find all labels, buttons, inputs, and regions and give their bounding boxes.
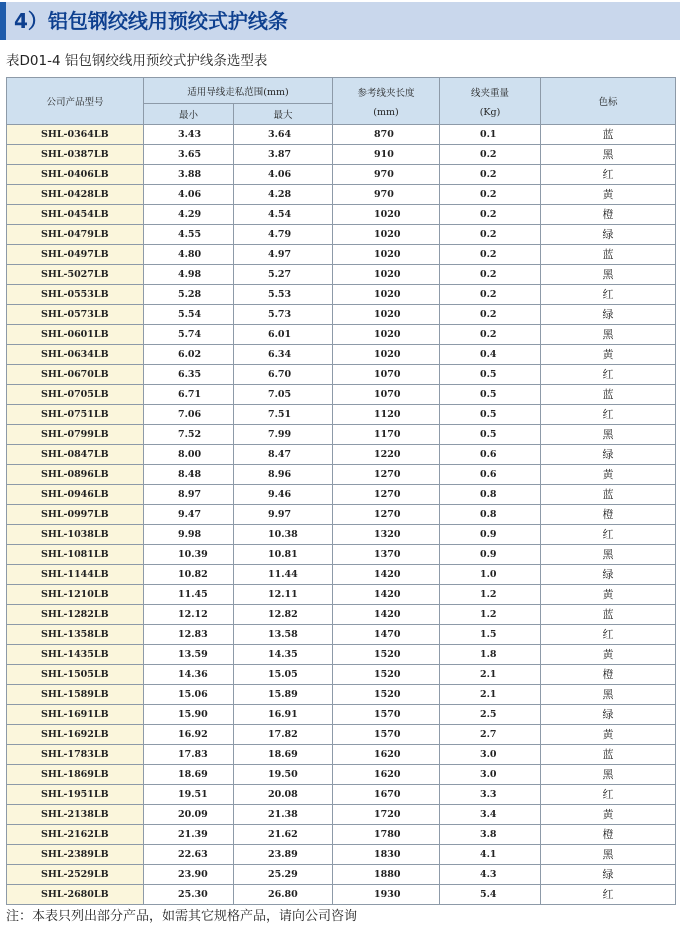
cell-length: 1020 (333, 285, 440, 305)
cell-min: 11.45 (144, 585, 234, 605)
cell-model: SHL-0847LB (7, 445, 144, 465)
header-length-unit: (mm) (373, 106, 399, 118)
cell-model: SHL-0454LB (7, 205, 144, 225)
cell-color: 黄 (541, 185, 676, 205)
cell-color: 橙 (541, 505, 676, 525)
table-row (7, 145, 676, 165)
cell-min: 16.92 (144, 725, 234, 745)
table-row (7, 525, 676, 545)
cell-weight: 0.2 (440, 245, 541, 265)
table-row (7, 545, 676, 565)
cell-length: 1070 (333, 385, 440, 405)
cell-model: SHL-1589LB (7, 685, 144, 705)
cell-max: 3.64 (234, 125, 333, 145)
cell-model: SHL-0751LB (7, 405, 144, 425)
cell-color: 绿 (541, 705, 676, 725)
cell-max: 6.34 (234, 345, 333, 365)
header-weight-unit: (Kg) (479, 106, 501, 118)
cell-min: 22.63 (144, 845, 234, 865)
cell-color: 红 (541, 405, 676, 425)
cell-color: 绿 (541, 565, 676, 585)
header-weight (440, 78, 541, 125)
header-length-label: 参考线夹长度 (357, 87, 415, 99)
cell-max: 7.51 (234, 405, 333, 425)
cell-color: 黄 (541, 645, 676, 665)
table-row (7, 725, 676, 745)
header-length (333, 78, 440, 125)
cell-weight: 0.2 (440, 305, 541, 325)
cell-min: 19.51 (144, 785, 234, 805)
cell-weight: 0.5 (440, 405, 541, 425)
cell-model: SHL-1951LB (7, 785, 144, 805)
cell-min: 3.65 (144, 145, 234, 165)
cell-model: SHL-2680LB (7, 885, 144, 905)
cell-length: 1170 (333, 425, 440, 445)
cell-max: 20.08 (234, 785, 333, 805)
cell-length: 1020 (333, 265, 440, 285)
cell-color: 红 (541, 885, 676, 905)
cell-color: 黑 (541, 325, 676, 345)
cell-length: 1020 (333, 345, 440, 365)
cell-max: 13.58 (234, 625, 333, 645)
cell-length: 1020 (333, 325, 440, 345)
table-caption: 表D01-4 铝包钢绞线用预绞式护线条选型表 (6, 53, 268, 69)
cell-weight: 3.0 (440, 745, 541, 765)
table-row (7, 885, 676, 905)
cell-weight: 0.2 (440, 205, 541, 225)
header-model: 公司产品型号 (7, 78, 144, 125)
cell-length: 1120 (333, 405, 440, 425)
table-row (7, 665, 676, 685)
table-row (7, 245, 676, 265)
cell-max: 3.87 (234, 145, 333, 165)
cell-length: 1070 (333, 365, 440, 385)
table-row (7, 705, 676, 725)
header-weight-label: 线夹重量 (470, 87, 509, 99)
cell-min: 12.83 (144, 625, 234, 645)
cell-max: 15.89 (234, 685, 333, 705)
cell-max: 9.46 (234, 485, 333, 505)
cell-max: 6.01 (234, 325, 333, 345)
cell-weight: 0.9 (440, 545, 541, 565)
cell-color: 蓝 (541, 125, 676, 145)
cell-color: 蓝 (541, 605, 676, 625)
cell-weight: 3.8 (440, 825, 541, 845)
cell-weight: 0.2 (440, 185, 541, 205)
cell-weight: 4.1 (440, 845, 541, 865)
cell-model: SHL-1691LB (7, 705, 144, 725)
cell-model: SHL-1435LB (7, 645, 144, 665)
cell-model: SHL-5027LB (7, 265, 144, 285)
cell-weight: 1.5 (440, 625, 541, 645)
cell-min: 5.54 (144, 305, 234, 325)
cell-min: 13.59 (144, 645, 234, 665)
cell-max: 18.69 (234, 745, 333, 765)
section-header (0, 2, 680, 40)
table-row (7, 505, 676, 525)
cell-length: 1020 (333, 225, 440, 245)
cell-min: 8.00 (144, 445, 234, 465)
cell-color: 黄 (541, 585, 676, 605)
cell-weight: 4.3 (440, 865, 541, 885)
cell-weight: 2.1 (440, 685, 541, 705)
cell-model: SHL-1081LB (7, 545, 144, 565)
cell-model: SHL-1210LB (7, 585, 144, 605)
table-row (7, 605, 676, 625)
cell-min: 4.55 (144, 225, 234, 245)
cell-min: 15.90 (144, 705, 234, 725)
cell-min: 15.06 (144, 685, 234, 705)
table-row (7, 125, 676, 145)
cell-min: 3.43 (144, 125, 234, 145)
cell-weight: 0.8 (440, 485, 541, 505)
cell-color: 橙 (541, 825, 676, 845)
cell-color: 红 (541, 625, 676, 645)
cell-min: 6.02 (144, 345, 234, 365)
table-body (7, 125, 676, 905)
cell-min: 3.88 (144, 165, 234, 185)
cell-model: SHL-0387LB (7, 145, 144, 165)
cell-max: 7.05 (234, 385, 333, 405)
cell-min: 14.36 (144, 665, 234, 685)
cell-length: 1420 (333, 605, 440, 625)
table-row (7, 685, 676, 705)
table-row (7, 485, 676, 505)
cell-model: SHL-0553LB (7, 285, 144, 305)
cell-max: 7.99 (234, 425, 333, 445)
table-row (7, 165, 676, 185)
cell-max: 12.82 (234, 605, 333, 625)
cell-min: 7.06 (144, 405, 234, 425)
cell-length: 1930 (333, 885, 440, 905)
cell-length: 1420 (333, 565, 440, 585)
cell-model: SHL-0364LB (7, 125, 144, 145)
cell-max: 5.27 (234, 265, 333, 285)
cell-length: 1720 (333, 805, 440, 825)
cell-color: 绿 (541, 445, 676, 465)
table-row (7, 805, 676, 825)
cell-weight: 0.2 (440, 265, 541, 285)
cell-color: 黑 (541, 145, 676, 165)
cell-max: 25.29 (234, 865, 333, 885)
cell-length: 1670 (333, 785, 440, 805)
cell-max: 5.53 (234, 285, 333, 305)
cell-model: SHL-0705LB (7, 385, 144, 405)
cell-min: 4.29 (144, 205, 234, 225)
cell-weight: 3.3 (440, 785, 541, 805)
cell-max: 4.54 (234, 205, 333, 225)
cell-max: 12.11 (234, 585, 333, 605)
cell-color: 绿 (541, 225, 676, 245)
cell-min: 4.06 (144, 185, 234, 205)
cell-length: 1620 (333, 745, 440, 765)
cell-min: 12.12 (144, 605, 234, 625)
cell-min: 6.35 (144, 365, 234, 385)
table-row (7, 385, 676, 405)
cell-weight: 3.0 (440, 765, 541, 785)
cell-max: 19.50 (234, 765, 333, 785)
cell-model: SHL-2162LB (7, 825, 144, 845)
cell-max: 4.06 (234, 165, 333, 185)
table-row (7, 465, 676, 485)
table-row (7, 405, 676, 425)
table-row (7, 825, 676, 845)
cell-min: 21.39 (144, 825, 234, 845)
cell-model: SHL-0497LB (7, 245, 144, 265)
cell-model: SHL-0479LB (7, 225, 144, 245)
cell-color: 黑 (541, 545, 676, 565)
cell-max: 15.05 (234, 665, 333, 685)
cell-length: 970 (333, 185, 440, 205)
cell-color: 红 (541, 165, 676, 185)
table-row (7, 305, 676, 325)
cell-model: SHL-2138LB (7, 805, 144, 825)
header-min: 最小 (144, 104, 234, 125)
table-row (7, 225, 676, 245)
cell-length: 1570 (333, 725, 440, 745)
cell-length: 1780 (333, 825, 440, 845)
cell-color: 黑 (541, 265, 676, 285)
cell-min: 25.30 (144, 885, 234, 905)
cell-length: 1270 (333, 505, 440, 525)
section-title: 4）铝包钢绞线用预绞式护线条 (14, 9, 288, 33)
cell-weight: 0.2 (440, 225, 541, 245)
cell-weight: 0.5 (440, 385, 541, 405)
cell-weight: 0.5 (440, 365, 541, 385)
cell-length: 1020 (333, 245, 440, 265)
cell-model: SHL-0428LB (7, 185, 144, 205)
table-row (7, 365, 676, 385)
cell-max: 17.82 (234, 725, 333, 745)
cell-max: 21.38 (234, 805, 333, 825)
cell-max: 23.89 (234, 845, 333, 865)
table-row (7, 645, 676, 665)
cell-min: 9.98 (144, 525, 234, 545)
cell-model: SHL-0946LB (7, 485, 144, 505)
cell-weight: 0.6 (440, 465, 541, 485)
cell-color: 蓝 (541, 485, 676, 505)
cell-weight: 0.2 (440, 165, 541, 185)
table-row (7, 265, 676, 285)
table-row (7, 745, 676, 765)
cell-weight: 1.8 (440, 645, 541, 665)
cell-length: 1220 (333, 445, 440, 465)
cell-color: 黄 (541, 805, 676, 825)
table-row (7, 285, 676, 305)
cell-model: SHL-0601LB (7, 325, 144, 345)
cell-min: 20.09 (144, 805, 234, 825)
cell-min: 18.69 (144, 765, 234, 785)
cell-length: 1370 (333, 545, 440, 565)
cell-model: SHL-1144LB (7, 565, 144, 585)
cell-max: 6.70 (234, 365, 333, 385)
cell-length: 1830 (333, 845, 440, 865)
cell-max: 8.47 (234, 445, 333, 465)
cell-color: 黑 (541, 425, 676, 445)
cell-max: 9.97 (234, 505, 333, 525)
cell-weight: 0.8 (440, 505, 541, 525)
footnote: 注：本表只列出部分产品，如需其它规格产品，请向公司咨询 (6, 909, 358, 924)
cell-weight: 0.2 (440, 325, 541, 345)
cell-weight: 1.2 (440, 585, 541, 605)
cell-color: 黑 (541, 845, 676, 865)
table-row (7, 585, 676, 605)
cell-color: 蓝 (541, 245, 676, 265)
cell-max: 10.38 (234, 525, 333, 545)
selection-table (6, 77, 676, 905)
cell-max: 11.44 (234, 565, 333, 585)
cell-model: SHL-1038LB (7, 525, 144, 545)
cell-weight: 2.5 (440, 705, 541, 725)
cell-color: 红 (541, 365, 676, 385)
header-range: 适用导线走私范围(mm) (144, 78, 333, 104)
cell-color: 橙 (541, 665, 676, 685)
cell-weight: 3.4 (440, 805, 541, 825)
cell-weight: 0.5 (440, 425, 541, 445)
table-row (7, 565, 676, 585)
cell-max: 26.80 (234, 885, 333, 905)
cell-color: 黑 (541, 685, 676, 705)
cell-weight: 0.1 (440, 125, 541, 145)
cell-model: SHL-2529LB (7, 865, 144, 885)
cell-min: 4.98 (144, 265, 234, 285)
table-row (7, 345, 676, 365)
cell-weight: 2.7 (440, 725, 541, 745)
cell-length: 1320 (333, 525, 440, 545)
cell-max: 4.28 (234, 185, 333, 205)
cell-min: 17.83 (144, 745, 234, 765)
cell-max: 4.79 (234, 225, 333, 245)
cell-color: 黄 (541, 465, 676, 485)
cell-length: 1270 (333, 465, 440, 485)
cell-model: SHL-0406LB (7, 165, 144, 185)
cell-max: 5.73 (234, 305, 333, 325)
cell-length: 1620 (333, 765, 440, 785)
cell-min: 10.39 (144, 545, 234, 565)
cell-length: 1270 (333, 485, 440, 505)
cell-length: 1420 (333, 585, 440, 605)
cell-color: 黑 (541, 765, 676, 785)
cell-color: 红 (541, 285, 676, 305)
cell-min: 23.90 (144, 865, 234, 885)
cell-min: 5.74 (144, 325, 234, 345)
table-row (7, 845, 676, 865)
cell-length: 910 (333, 145, 440, 165)
cell-weight: 1.2 (440, 605, 541, 625)
cell-model: SHL-0997LB (7, 505, 144, 525)
table-row (7, 765, 676, 785)
header-max: 最大 (234, 104, 333, 125)
cell-length: 1020 (333, 305, 440, 325)
cell-color: 蓝 (541, 385, 676, 405)
cell-min: 5.28 (144, 285, 234, 305)
cell-model: SHL-0670LB (7, 365, 144, 385)
cell-model: SHL-2389LB (7, 845, 144, 865)
cell-weight: 0.2 (440, 285, 541, 305)
cell-max: 21.62 (234, 825, 333, 845)
cell-length: 1020 (333, 205, 440, 225)
cell-weight: 2.1 (440, 665, 541, 685)
cell-model: SHL-1783LB (7, 745, 144, 765)
cell-model: SHL-1358LB (7, 625, 144, 645)
table-row (7, 325, 676, 345)
table-row (7, 625, 676, 645)
cell-color: 红 (541, 525, 676, 545)
cell-model: SHL-0799LB (7, 425, 144, 445)
cell-model: SHL-0896LB (7, 465, 144, 485)
cell-color: 黄 (541, 345, 676, 365)
cell-color: 橙 (541, 205, 676, 225)
cell-min: 8.48 (144, 465, 234, 485)
cell-min: 6.71 (144, 385, 234, 405)
cell-color: 绿 (541, 865, 676, 885)
cell-model: SHL-1869LB (7, 765, 144, 785)
cell-min: 10.82 (144, 565, 234, 585)
header-accent-bar (0, 2, 6, 40)
cell-color: 黄 (541, 725, 676, 745)
header-color: 色标 (541, 78, 676, 125)
cell-model: SHL-0634LB (7, 345, 144, 365)
cell-length: 1520 (333, 665, 440, 685)
cell-max: 14.35 (234, 645, 333, 665)
table-row (7, 425, 676, 445)
cell-weight: 0.6 (440, 445, 541, 465)
cell-model: SHL-0573LB (7, 305, 144, 325)
cell-color: 绿 (541, 305, 676, 325)
cell-min: 7.52 (144, 425, 234, 445)
table-row (7, 445, 676, 465)
cell-length: 970 (333, 165, 440, 185)
cell-length: 1520 (333, 645, 440, 665)
cell-length: 1880 (333, 865, 440, 885)
cell-color: 红 (541, 785, 676, 805)
table-row (7, 865, 676, 885)
cell-max: 8.96 (234, 465, 333, 485)
cell-length: 870 (333, 125, 440, 145)
table-row (7, 785, 676, 805)
cell-length: 1520 (333, 685, 440, 705)
cell-model: SHL-1692LB (7, 725, 144, 745)
cell-model: SHL-1282LB (7, 605, 144, 625)
cell-max: 16.91 (234, 705, 333, 725)
cell-min: 4.80 (144, 245, 234, 265)
table-row (7, 205, 676, 225)
cell-min: 9.47 (144, 505, 234, 525)
cell-weight: 5.4 (440, 885, 541, 905)
cell-weight: 0.9 (440, 525, 541, 545)
cell-color: 蓝 (541, 745, 676, 765)
cell-length: 1570 (333, 705, 440, 725)
cell-weight: 1.0 (440, 565, 541, 585)
cell-weight: 0.2 (440, 145, 541, 165)
cell-max: 4.97 (234, 245, 333, 265)
cell-weight: 0.4 (440, 345, 541, 365)
cell-model: SHL-1505LB (7, 665, 144, 685)
table-row (7, 185, 676, 205)
cell-max: 10.81 (234, 545, 333, 565)
cell-length: 1470 (333, 625, 440, 645)
cell-min: 8.97 (144, 485, 234, 505)
